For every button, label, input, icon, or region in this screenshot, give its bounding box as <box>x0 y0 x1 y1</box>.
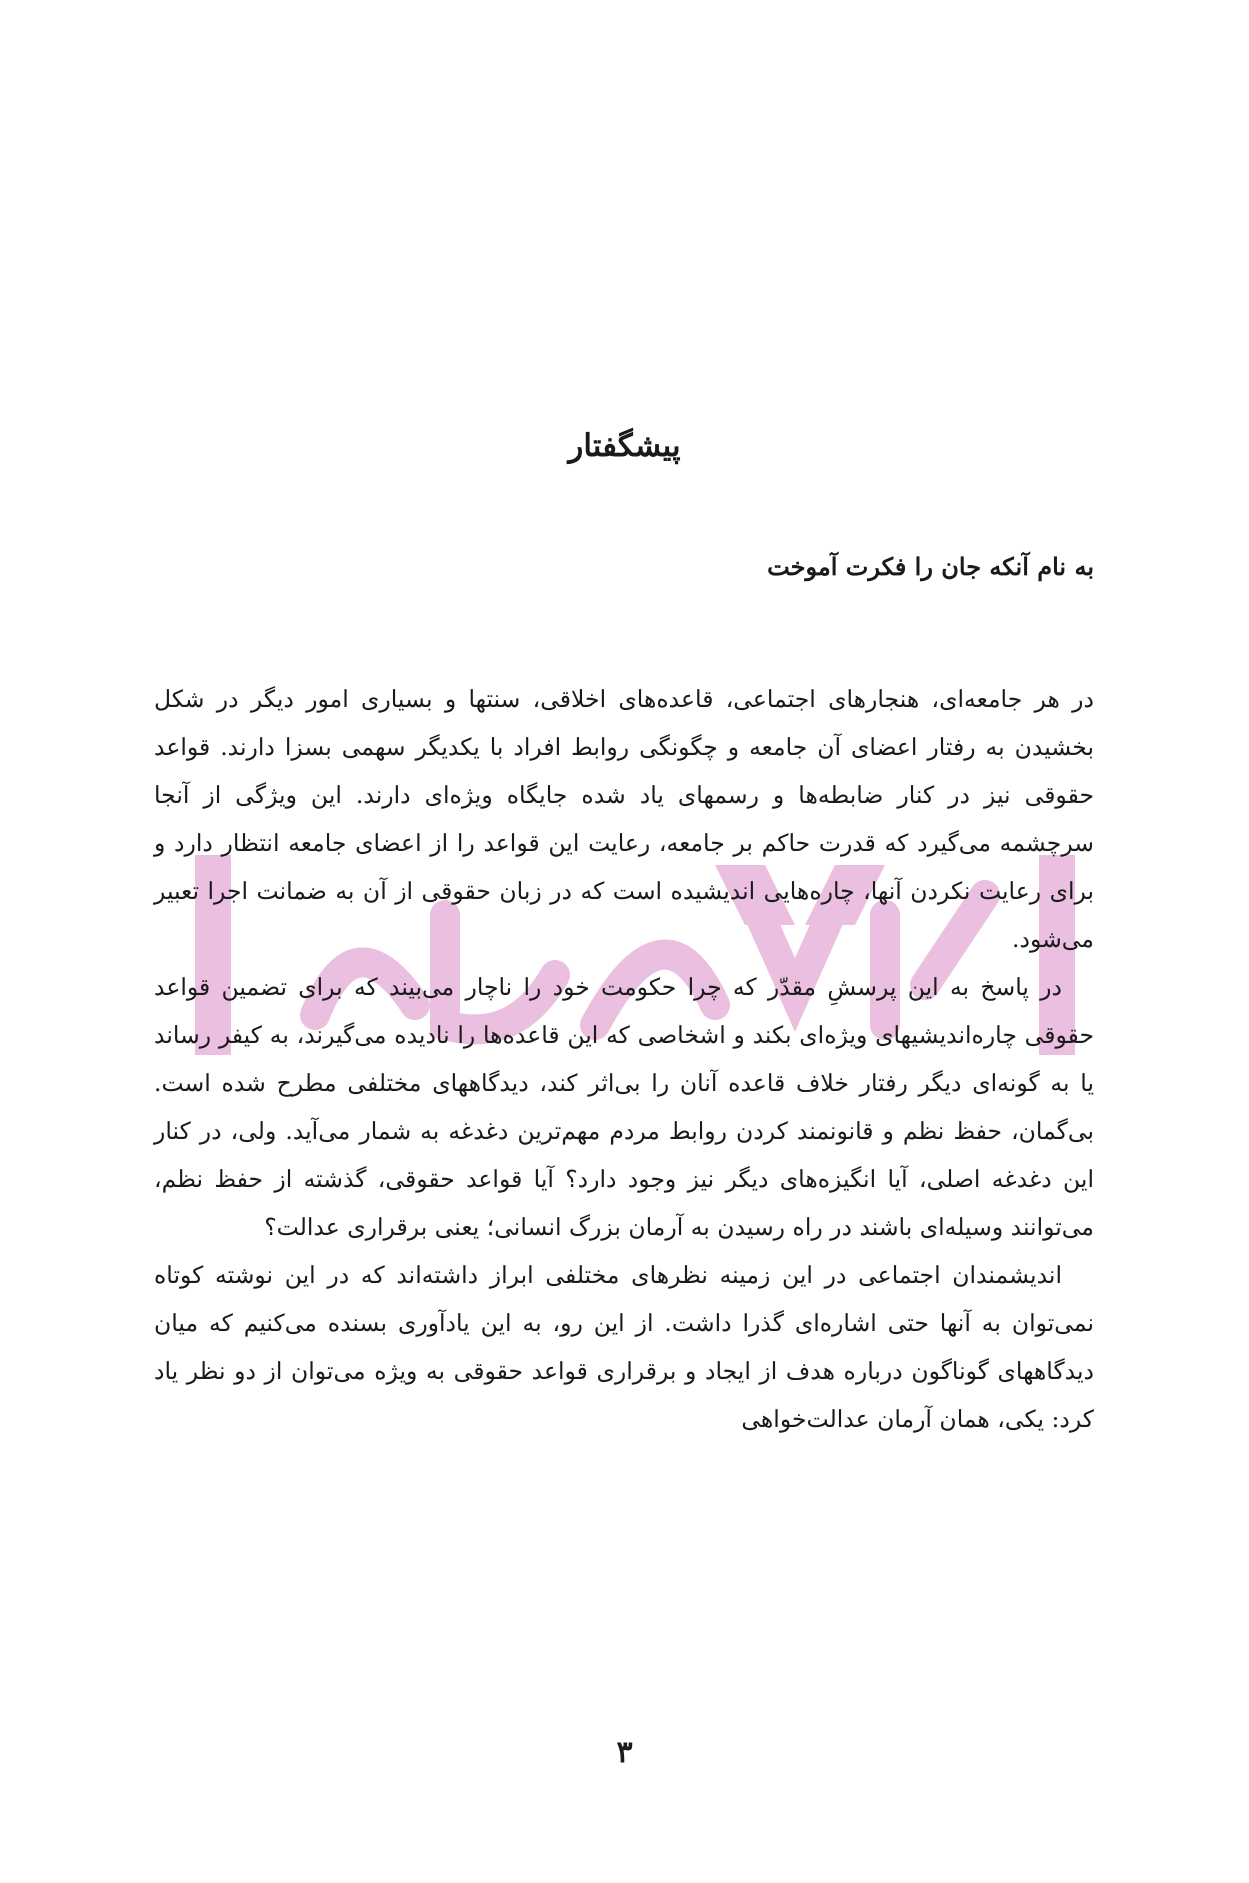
paragraph-3: اندیشمندان اجتماعی در این زمینه نظرهای مختلفی ابراز داشته‌اند که در این نوشته کوتاه نمی‌توان به آنها حتی اشاره‌ای گذرا داشت. از این رو، به این یادآوری بسنده می‌کنیم که میان دیدگاههای گوناگون درباره هدف از ایجاد و برقراری قواعد حقوقی به ویژه می‌توان از دو نظر یاد کرد: یکی، همان آرمان عدالت‌خواهی <box>154 1261 1094 1433</box>
page-title: پیشگفتار <box>568 428 681 464</box>
page-number: ۳ <box>616 1735 633 1770</box>
dedication-line: به نام آنکه جان را فکرت آموخت <box>767 552 1094 581</box>
paragraph-2: در پاسخ به این پرسشِ مقدّر که چرا حکومت خود را ناچار می‌بیند که برای تضمین قواعد حقوقی چاره‌اندیشیهای ویژه‌ای بکند و اشخاصی که این قاعده‌ها را نادیده می‌گیرند، به کیفر رساند یا به گونه‌ای دیگر رفتار خلاف قاعده آنان را بی‌اثر کند، دیدگاههای مختلفی مطرح شده است. بی‌گمان، حفظ نظم و قانونمند کردن روابط مردم مهم‌ترین دغدغه به شمار می‌آید. ولی، در کنار این دغدغه اصلی، آیا انگیزه‌های دیگر نیز وجود دارد؟ آیا قواعد حقوقی، گذشته از حفظ نظم، می‌توانند وسیله‌ای باشند در راه رسیدن به آرمان بزرگ انسانی؛ یعنی برقراری عدالت؟ <box>154 973 1094 1241</box>
paragraph-1: در هر جامعه‌ای، هنجارهای اجتماعی، قاعده‌های اخلاقی، سنتها و بسیاری امور دیگر در شکل بخشیدن به رفتار اعضای آن جامعه و چگونگی روابط افراد با یکدیگر سهمی بسزا دارند. قواعد حقوقی نیز در کنار ضابطه‌ها و رسمهای یاد شده جایگاه ویژه‌ای دارند. این ویژگی از آنجا سرچشمه می‌گیرد که قدرت حاکم بر جامعه، رعایت این قواعد را از اعضای جامعه انتظار دارد و برای رعایت نکردن آنها، چاره‌هایی اندیشیده است که در زبان حقوقی از آن به ضمانت اجرا تعبیر می‌شود. <box>154 685 1094 953</box>
body-text <box>154 675 1094 1443</box>
